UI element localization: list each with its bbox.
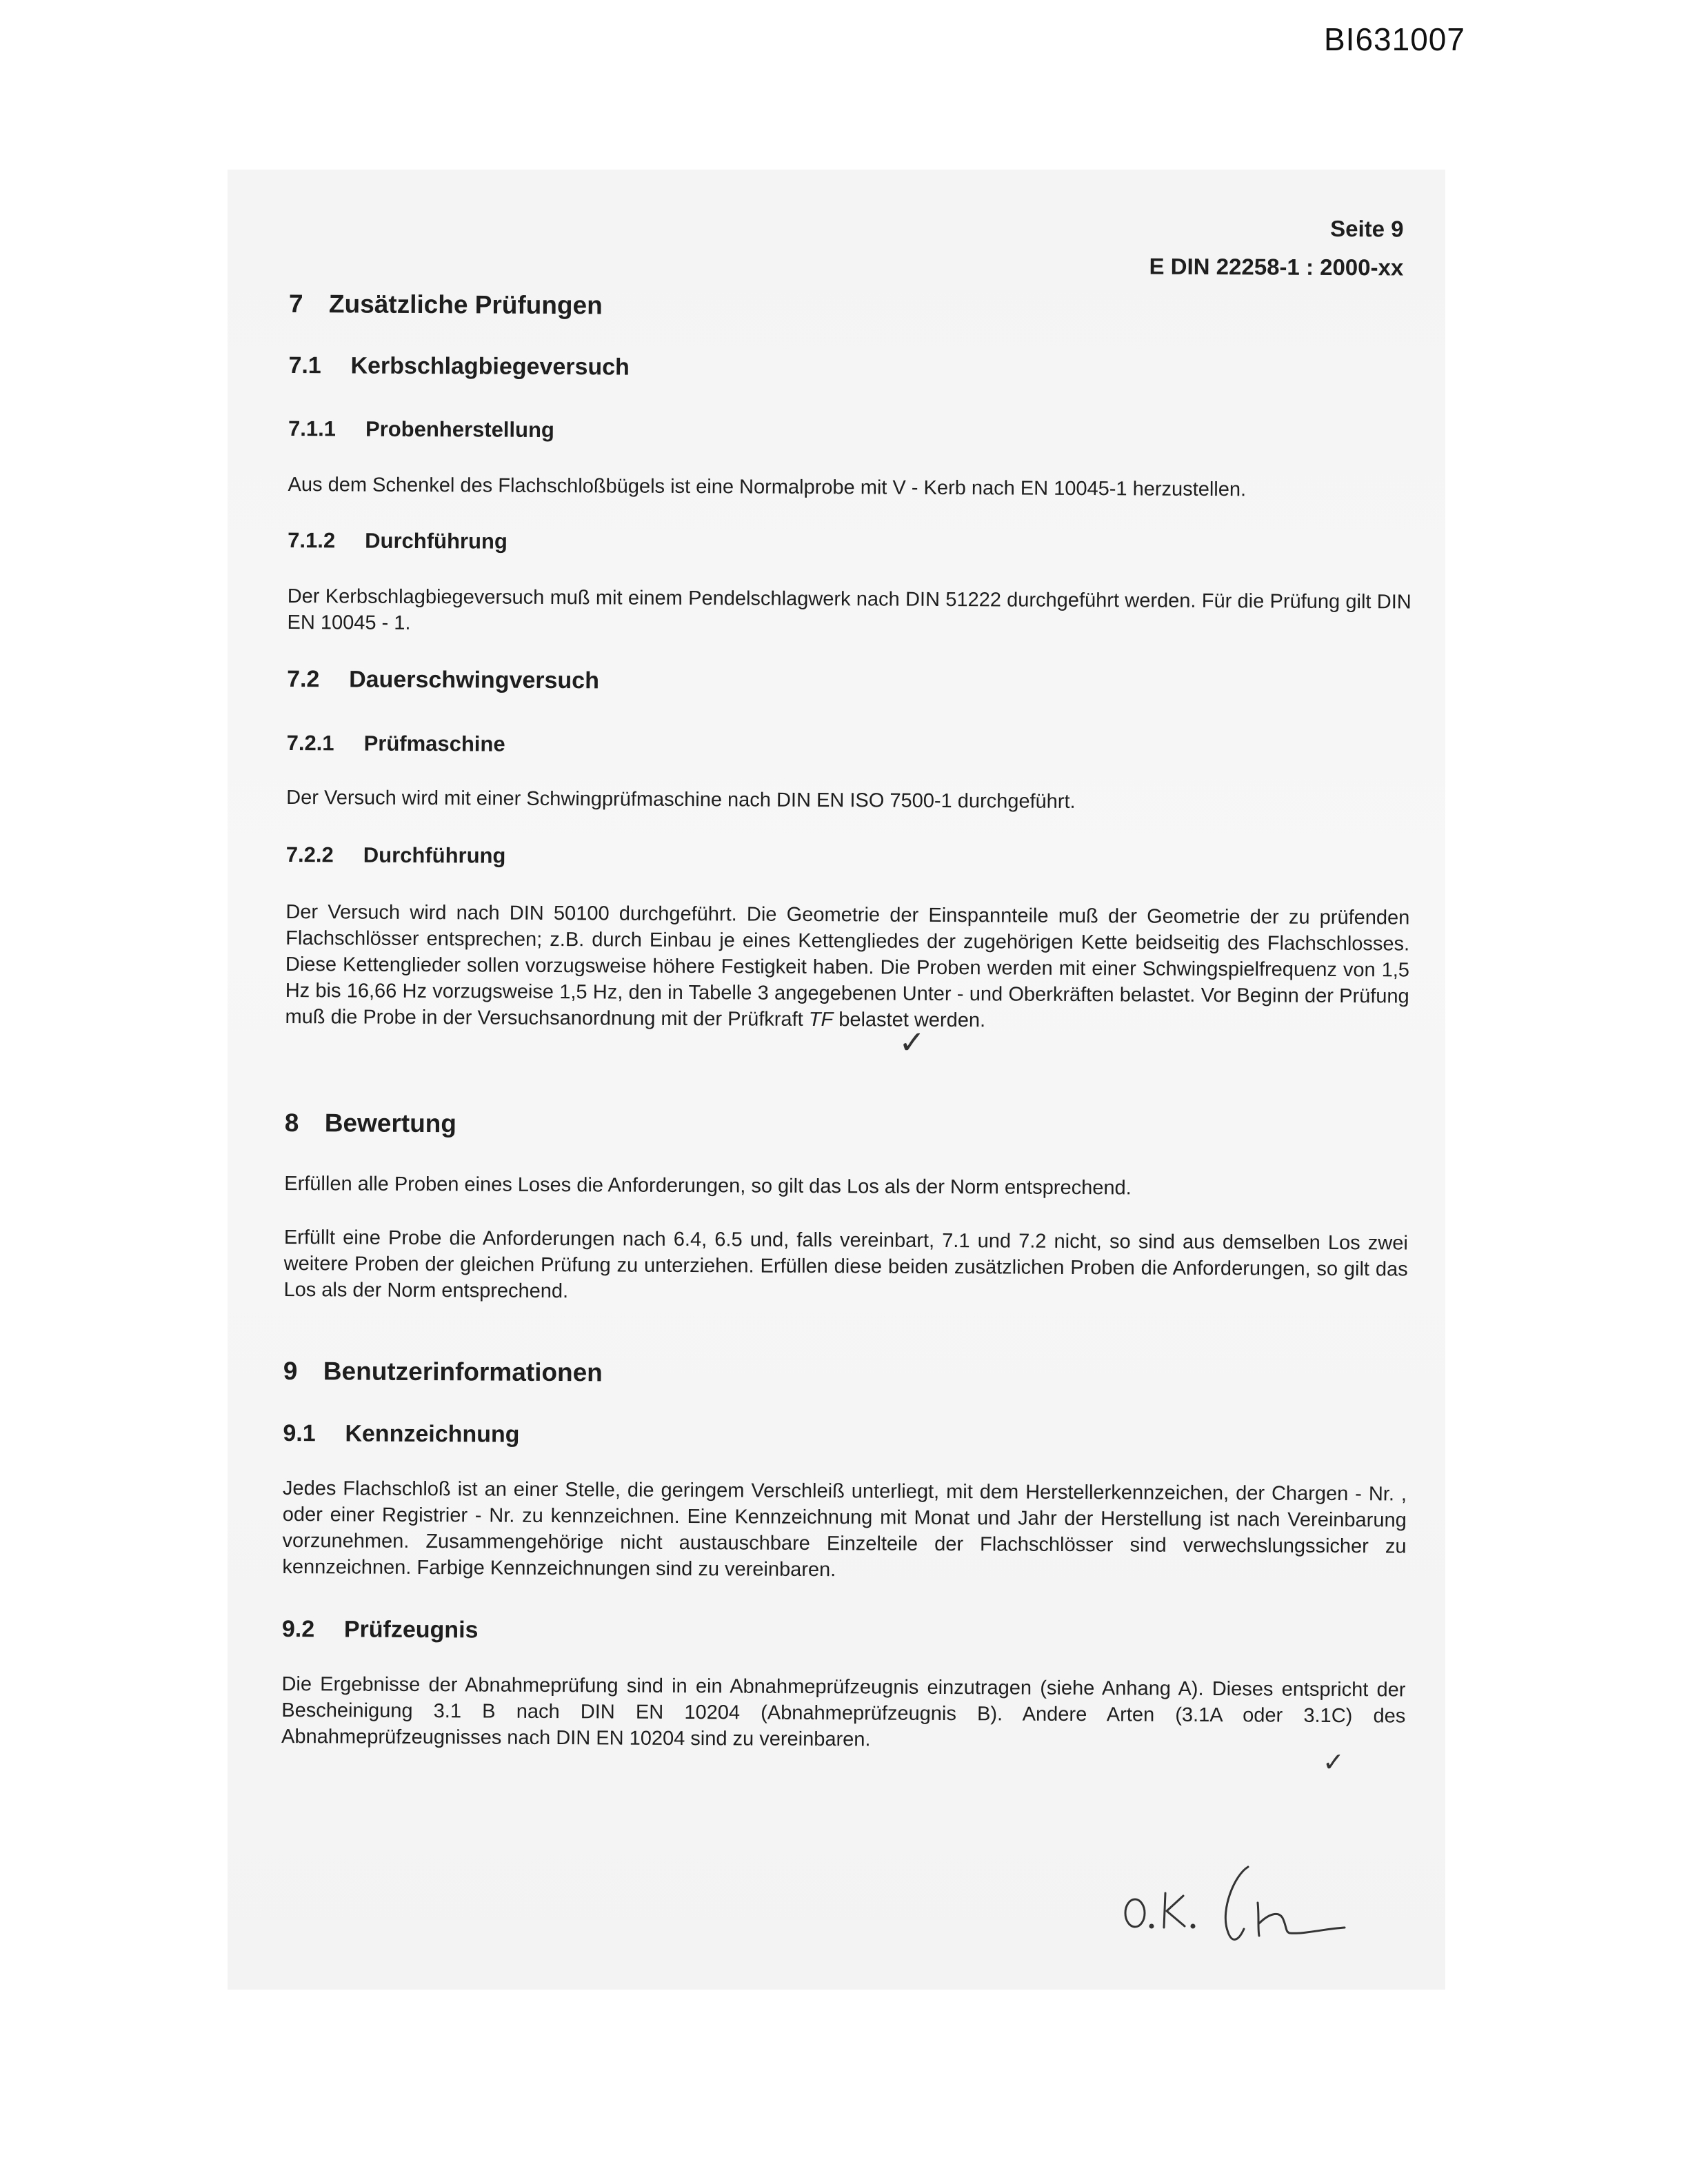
standard-designation: E DIN 22258-1 : 2000-xx <box>1149 253 1404 281</box>
heading-title: Prüfmaschine <box>363 731 505 756</box>
page-content <box>281 170 1418 1778</box>
heading-7-1 <box>288 352 630 381</box>
heading-title: Durchführung <box>365 528 508 554</box>
scanned-page <box>228 170 1445 1990</box>
heading-title: Dauerschwingversuch <box>349 666 600 694</box>
handwritten-signature <box>1117 1848 1407 1958</box>
heading-title: Durchführung <box>363 842 506 868</box>
check-mark: ✓ <box>898 1024 926 1060</box>
page-number: Seite 9 <box>1330 215 1404 242</box>
heading-number: 7.2.2 <box>285 842 334 867</box>
heading-title: Kerbschlagbiegeversuch <box>350 352 630 381</box>
heading-8 <box>285 1109 456 1138</box>
heading-number: 7.1 <box>288 352 321 379</box>
heading-title: Zusätzliche Prüfungen <box>328 290 603 320</box>
paragraph-9-1: Jedes Flachschloß ist an einer Stelle, die geringem Verschleiß unterliegt, mit dem Herstellerkennzeichen, der Chargen - Nr. , oder einer Registrier - Nr. zu kennzeichnen. Eine Kennzeichnung mit Monat und Jahr der Herstellung ist nach Vereinbarung vorzunehmen. Zusammengehörige nicht austauschbare Einzelteile der Flachschlösser sind verwechslungssicher zu kennzeichnen. Farbige Kennzeichnungen sind zu vereinbaren. <box>282 1477 1407 1581</box>
heading-title: Bewertung <box>324 1109 457 1138</box>
heading-number: 9.2 <box>281 1615 315 1643</box>
page-header <box>1149 209 1403 287</box>
paragraph-7-2-2 <box>285 899 1409 1036</box>
heading-title: Prüfzeugnis <box>343 1616 479 1644</box>
heading-title: Benutzerinformationen <box>323 1357 603 1387</box>
test-force-symbol: TF <box>808 1008 834 1031</box>
paragraph-7-1-2: Der Kerbschlagbiegeversuch muß mit einem Pendelschlagwerk nach DIN 51222 durchgeführt werden. Für die Prüfung gilt DIN EN 10045 - 1. <box>287 585 1411 634</box>
heading-7-2 <box>287 666 599 694</box>
heading-7-2-1 <box>287 731 505 757</box>
heading-number: 9 <box>283 1356 298 1386</box>
heading-7 <box>289 290 603 320</box>
heading-number: 7.2 <box>287 665 320 693</box>
paragraph-9-2: Die Ergebnisse der Abnahmeprüfung sind in ein Abnahmeprüfzeugnis einzutragen (siehe Anhang A). Dieses entspricht der Bescheinigung 3.1 B nach DIN EN 10204 (Abnahmeprüfzeugnis B). Andere Arten (3.1A oder 3.1C) des Abnahmeprüfzeugnisses nach DIN EN 10204 sind zu vereinbaren. <box>281 1672 1406 1751</box>
document-id: BI631007 <box>1324 21 1465 57</box>
heading-title: Probenherstellung <box>365 416 554 443</box>
heading-7-1-2 <box>288 528 508 554</box>
paragraph-text-end: belastet werden. <box>833 1009 986 1032</box>
heading-number: 7 <box>288 289 303 318</box>
heading-number: 9.1 <box>283 1419 316 1447</box>
heading-7-2-2 <box>286 842 506 869</box>
heading-9-1 <box>283 1420 519 1448</box>
heading-number: 7.1.2 <box>288 527 336 553</box>
heading-number: 7.1.1 <box>288 416 336 441</box>
heading-number: 8 <box>284 1108 299 1138</box>
heading-9 <box>283 1357 603 1387</box>
heading-7-1-1 <box>288 416 554 443</box>
paragraph-7-2-1: Der Versuch wird mit einer Schwingprüfmaschine nach DIN EN ISO 7500-1 durchgeführt. <box>286 786 1076 813</box>
paragraph-7-1-1: Aus dem Schenkel des Flachschloßbügels ist eine Normalprobe mit V - Kerb nach EN 10045-1 herzustellen. <box>288 473 1247 501</box>
check-mark: ✓ <box>1322 1748 1345 1778</box>
paragraph-8-2: Erfüllt eine Probe die Anforderungen nach 6.4, 6.5 und, falls vereinbart, 7.1 und 7.2 nicht, so sind aus demselben Los zwei weitere Proben der gleichen Prüfung zu unterziehen. Erfüllen diese beiden zusätzlichen Proben die Anforderungen, so gilt das Los als der Norm entsprechend. <box>283 1226 1408 1303</box>
heading-number: 7.2.1 <box>286 730 334 756</box>
heading-9-2 <box>282 1616 479 1644</box>
paragraph-8-1: Erfüllen alle Proben eines Loses die Anforderungen, so gilt das Los als der Norm entsprechend. <box>284 1172 1132 1200</box>
heading-title: Kennzeichnung <box>345 1420 520 1448</box>
paragraph-text: Der Versuch wird nach DIN 50100 durchgeführt. Die Geometrie der Einspannteile muß der Geometrie der zu prüfenden Flachschlösser entsprechen; z.B. durch Einbau je eines Kettengliedes der zugehörigen Kette beidseitig des Flachschlosses. Diese Kettenglieder sollen vorzugsweise höhere Festigkeit haben. Die Proben werden mit einer Schwingspielfrequenz von 1,5 Hz bis 16,66 Hz vorzugsweise 1,5 Hz, den in Tabelle 3 angegebenen Unter - und Oberkräften belastet. Vor Beginn der Prüfung muß die Probe in der Versuchsanordnung mit der Prüfkraft <box>285 900 1410 1031</box>
